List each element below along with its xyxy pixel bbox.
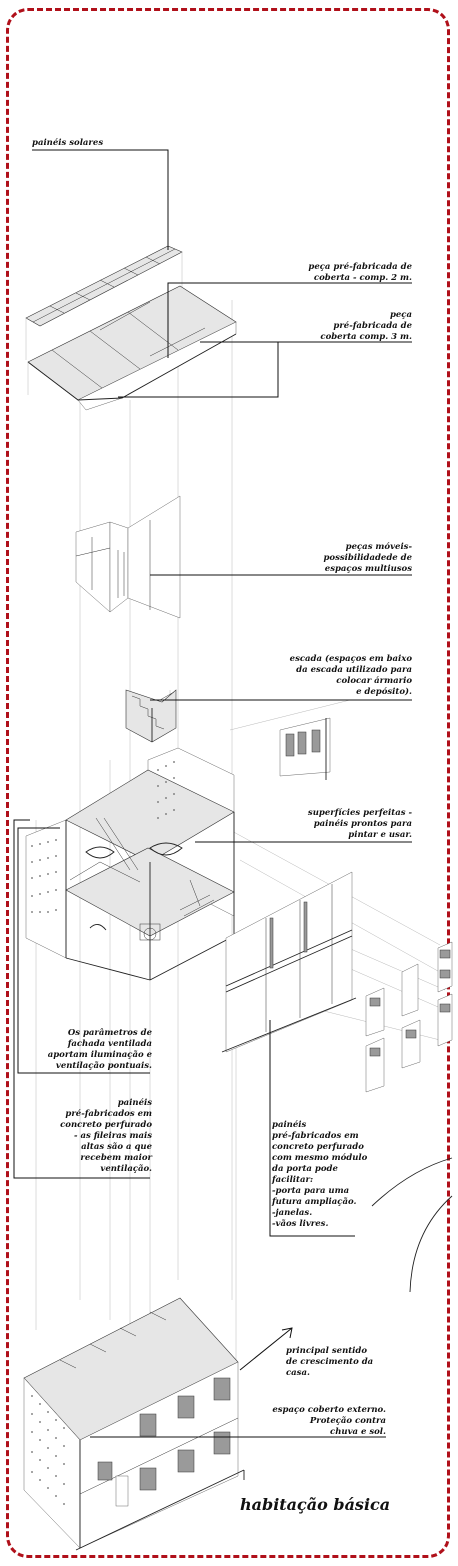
movable-panels xyxy=(76,496,180,618)
facade-wall-panel xyxy=(222,872,356,1052)
label-movable-pieces: peças móveis- possibilidadede de espaços multiusos xyxy=(323,542,412,574)
label-roof-piece-3m: peça pré-fabricada de coberta comp. 3 m. xyxy=(320,310,412,342)
window-wall-panel xyxy=(280,718,330,780)
stair-module xyxy=(126,690,176,742)
label-covered-outdoor-space: espaço coberto externo. Proteção contra chuva e sol. xyxy=(272,1405,386,1437)
page-title: habitação básica xyxy=(240,1495,391,1514)
window-modules xyxy=(366,942,452,1092)
door-swing-arcs xyxy=(372,1158,452,1292)
label-perforated-panels: painéis pré-fabricados em concreto perfurado - as fileiras mais altas são a que recebem maior ventilação. xyxy=(60,1098,152,1174)
label-roof-piece-2m: peça pré-fabricada de coberta - comp. 2 m. xyxy=(308,262,412,283)
assembled-house xyxy=(24,1298,244,1550)
label-perfect-surfaces: superfícies perfeitas - painéis prontos para pintar e usar. xyxy=(307,808,412,840)
label-solar-panels: painéis solares xyxy=(32,138,104,148)
label-prefab-panels-door-module: painéis pré-fabricados em concreto perfurado com mesmo módulo da porta pode facilitar: -porta para uma futura ampliação. -janelas. -vãos livres. xyxy=(272,1120,368,1229)
label-stairs: escada (espaços em baixo da escada utilizado para colocar ármario e depósito). xyxy=(289,654,412,697)
label-ventilated-facade: Os parâmetros de fachada ventilada aportam iluminação e ventilação pontuais. xyxy=(47,1028,152,1071)
label-growth-direction: principal sentido de crescimento da casa. xyxy=(286,1346,374,1378)
